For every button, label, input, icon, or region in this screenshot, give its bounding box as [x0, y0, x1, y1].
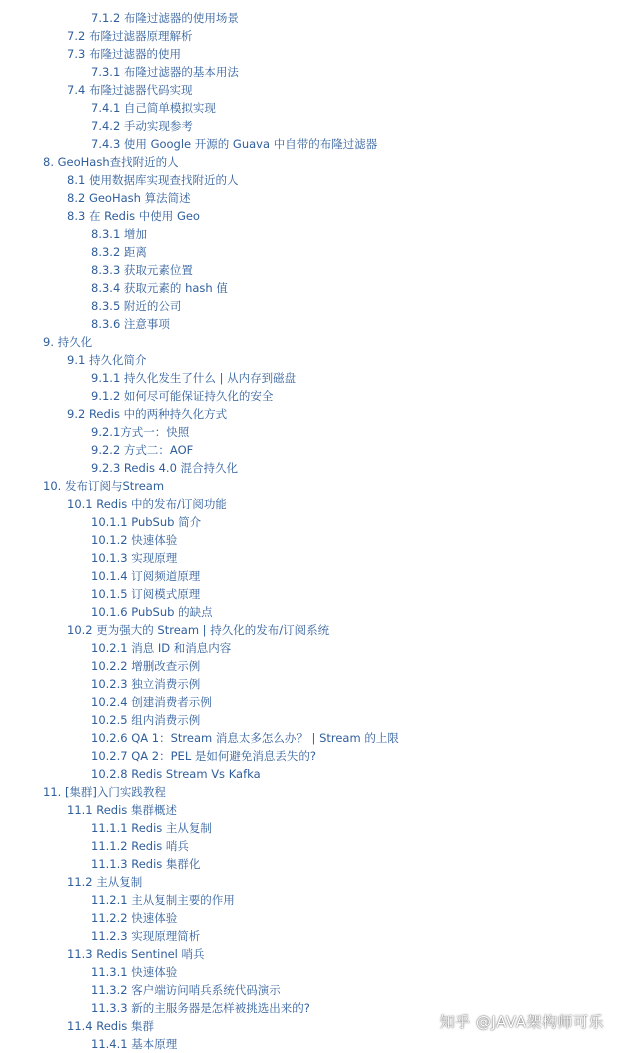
- toc-entry-level-3[interactable]: 8.3.3 获取元素位置: [91, 263, 193, 277]
- toc-entry-level-3[interactable]: 11.3.2 客户端访问哨兵系统代码演示: [91, 983, 281, 997]
- toc-entry-level-3[interactable]: 7.4.2 手动实现参考: [91, 119, 193, 133]
- toc-entry-level-1[interactable]: 10. 发布订阅与Stream: [43, 479, 165, 493]
- watermark: 知乎 @JAVA架构师可乐: [439, 1013, 604, 1031]
- toc-entry-level-3[interactable]: 11.1.3 Redis 集群化: [91, 857, 201, 871]
- toc-entry-level-3[interactable]: 11.2.1 主从复制主要的作用: [91, 893, 235, 907]
- toc-entry-level-3[interactable]: 10.1.5 订阅模式原理: [91, 587, 201, 601]
- toc-entry-level-3[interactable]: 8.3.5 附近的公司: [91, 299, 182, 313]
- toc-entry-level-3[interactable]: 7.4.3 使用 Google 开源的 Guava 中自带的布隆过滤器: [91, 137, 378, 151]
- toc-entry-level-3[interactable]: 9.1.1 持久化发生了什么 | 从内存到磁盘: [91, 371, 297, 385]
- toc-entry-level-3[interactable]: 7.3.1 布隆过滤器的基本用法: [91, 65, 239, 79]
- toc-entry-level-3[interactable]: 7.1.2 布隆过滤器的使用场景: [91, 11, 239, 25]
- toc-entry-level-3[interactable]: 10.2.8 Redis Stream Vs Kafka: [91, 767, 261, 781]
- toc-entry-level-3[interactable]: 10.2.3 独立消费示例: [91, 677, 201, 691]
- toc-entry-level-3[interactable]: 9.2.2 方式二：AOF: [91, 443, 194, 457]
- toc-entry-level-1[interactable]: 9. 持久化: [43, 335, 93, 349]
- toc-entry-level-3[interactable]: 11.1.2 Redis 哨兵: [91, 839, 189, 853]
- toc-entry-level-2[interactable]: 7.3 布隆过滤器的使用: [67, 47, 181, 61]
- toc-entry-level-3[interactable]: 8.3.4 获取元素的 hash 值: [91, 281, 228, 295]
- toc-entry-level-3[interactable]: 11.2.2 快速体验: [91, 911, 178, 925]
- toc-entry-level-3[interactable]: 7.4.1 自己简单模拟实现: [91, 101, 216, 115]
- toc-entry-level-2[interactable]: 8.2 GeoHash 算法简述: [67, 191, 191, 205]
- toc-entry-level-1[interactable]: 8. GeoHash查找附近的人: [43, 155, 179, 169]
- toc-entry-level-3[interactable]: 8.3.1 增加: [91, 227, 147, 241]
- toc-entry-level-2[interactable]: 10.1 Redis 中的发布/订阅功能: [67, 497, 227, 511]
- toc-entry-level-3[interactable]: 10.2.1 消息 ID 和消息内容: [91, 641, 232, 655]
- toc-entry-level-3[interactable]: 11.4.1 基本原理: [91, 1037, 178, 1051]
- toc-entry-level-3[interactable]: 10.1.4 订阅频道原理: [91, 569, 201, 583]
- toc-entry-level-2[interactable]: 11.2 主从复制: [67, 875, 143, 889]
- toc-entry-level-3[interactable]: 10.2.5 组内消费示例: [91, 713, 201, 727]
- toc-entry-level-2[interactable]: 7.4 布隆过滤器代码实现: [67, 83, 193, 97]
- toc-entry-level-3[interactable]: 10.1.3 实现原理: [91, 551, 178, 565]
- toc-entry-level-1[interactable]: 11. [集群]入门实践教程: [43, 785, 166, 799]
- toc-entry-level-3[interactable]: 8.3.2 距离: [91, 245, 147, 259]
- toc-entry-level-2[interactable]: 9.1 持久化简介: [67, 353, 147, 367]
- toc-entry-level-3[interactable]: 10.1.2 快速体验: [91, 533, 178, 547]
- toc-entry-level-2[interactable]: 10.2 更为强大的 Stream | 持久化的发布/订阅系统: [67, 623, 330, 637]
- toc-entry-level-3[interactable]: 10.1.6 PubSub 的缺点: [91, 605, 213, 619]
- toc-entry-level-3[interactable]: 11.2.3 实现原理简析: [91, 929, 201, 943]
- toc-entry-level-2[interactable]: 8.3 在 Redis 中使用 Geo: [67, 209, 200, 223]
- toc-entry-level-2[interactable]: 7.2 布隆过滤器原理解析: [67, 29, 193, 43]
- toc-entry-level-3[interactable]: 11.1.1 Redis 主从复制: [91, 821, 212, 835]
- toc-entry-level-3[interactable]: 9.2.1方式一：快照: [91, 425, 190, 439]
- toc-entry-level-2[interactable]: 8.1 使用数据库实现查找附近的人: [67, 173, 239, 187]
- toc-entry-level-3[interactable]: 9.2.3 Redis 4.0 混合持久化: [91, 461, 239, 475]
- toc-entry-level-3[interactable]: 10.2.6 QA 1：Stream 消息太多怎么办？ | Stream 的上限: [91, 731, 399, 745]
- toc-entry-level-3[interactable]: 11.3.3 新的主服务器是怎样被挑选出来的?: [91, 1001, 310, 1015]
- table-of-contents: [0, 9, 620, 1053]
- toc-entry-level-3[interactable]: 8.3.6 注意事项: [91, 317, 170, 331]
- toc-entry-level-3[interactable]: 10.2.4 创建消费者示例: [91, 695, 212, 709]
- toc-entry-level-3[interactable]: 10.2.2 增删改查示例: [91, 659, 201, 673]
- toc-entry-level-3[interactable]: 10.1.1 PubSub 简介: [91, 515, 202, 529]
- toc-entry-level-2[interactable]: 11.1 Redis 集群概述: [67, 803, 177, 817]
- toc-entry-level-2[interactable]: 9.2 Redis 中的两种持久化方式: [67, 407, 228, 421]
- toc-entry-level-2[interactable]: 11.4 Redis 集群: [67, 1019, 154, 1033]
- toc-entry-level-3[interactable]: 9.1.2 如何尽可能保证持久化的安全: [91, 389, 274, 403]
- toc-entry-level-2[interactable]: 11.3 Redis Sentinel 哨兵: [67, 947, 205, 961]
- toc-entry-level-3[interactable]: 11.3.1 快速体验: [91, 965, 178, 979]
- toc-entry-level-3[interactable]: 10.2.7 QA 2：PEL 是如何避免消息丢失的?: [91, 749, 316, 763]
